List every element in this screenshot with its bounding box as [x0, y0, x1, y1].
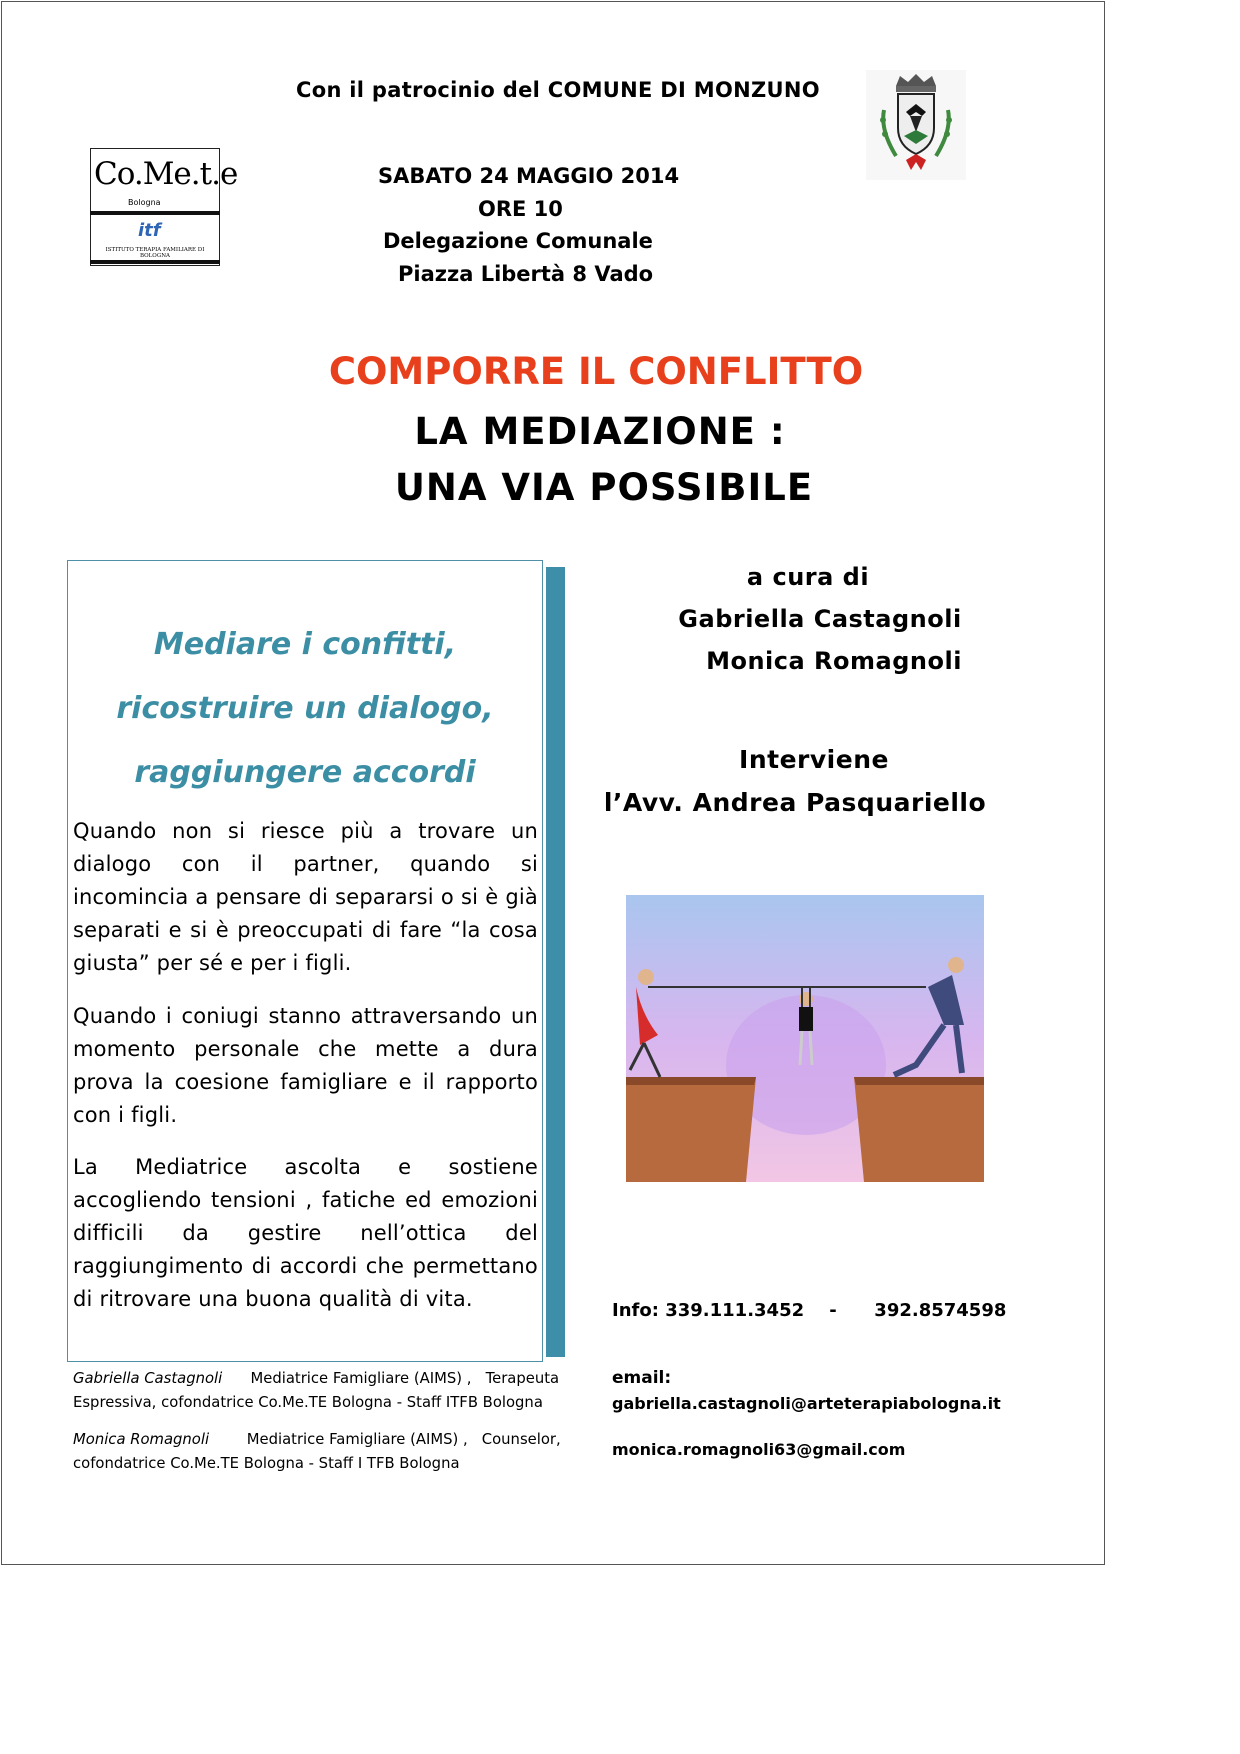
phone-2: 392.8574598	[874, 1300, 1007, 1321]
paragraph-3: La Mediatrice ascolta e sostiene accogliendo tensioni , fatiche ed emozioni difficili da gestire nell’ottica del raggiungimento di accordi che permettano di ritrovare una buona qualità di vita.	[73, 1155, 538, 1311]
event-date: SABATO 24 MAGGIO 2014	[378, 164, 680, 188]
comete-logo-city: Bologna	[128, 198, 161, 207]
itf-logo-icon: itf	[138, 220, 161, 241]
paragraph-2: Quando i coniugi stanno attraversando un momento personale che mette a dura prova la coesione famigliare e il rapporto con i figli.	[73, 1004, 538, 1127]
curators-intro: a cura di	[746, 563, 870, 591]
email-label: email:	[612, 1368, 672, 1388]
event-venue: Delegazione Comunale	[383, 229, 653, 253]
quote-line-2: ricostruire un dialogo,	[116, 691, 494, 726]
patronage-line: Con il patrocinio del COMUNE DI MONZUNO	[296, 78, 820, 102]
quote-line-3: raggiungere accordi	[134, 755, 476, 790]
event-details	[330, 160, 679, 290]
event-address: Piazza Libertà 8 Vado	[398, 261, 654, 286]
bio-2-name: Monica Romagnoli	[73, 1431, 210, 1448]
paragraph-1: Quando non si riesce più a trovare un dialogo con il partner, quando si incomincia a pensare di separarsi o si è già separati e si è preoccupati di fare “la cosa giusta” per sé e per i figli.	[73, 819, 538, 975]
email-link-2[interactable]: monica.romagnoli63@gmail.com	[612, 1440, 906, 1459]
bio-1-name: Gabriella Castagnoli	[73, 1370, 223, 1387]
comete-logo	[90, 148, 238, 266]
accent-bar	[546, 567, 565, 1357]
title-line-3: UNA VIA POSSIBILE	[394, 466, 814, 509]
quote-line-1: Mediare i confitti,	[153, 627, 457, 662]
title-main: COMPORRE IL CONFLITTO	[328, 350, 864, 393]
curators-block	[580, 556, 1060, 682]
bio-2: Monica Romagnoli Mediatrice Famigliare (AIMS) , Counselor, cofondatrice Co.Me.TE Bologna - Staff I TFB Bologna	[73, 1431, 561, 1472]
phone-1: 339.111.3452	[665, 1300, 805, 1321]
tug-of-war-illustration	[626, 895, 984, 1182]
comete-logo-text: Co.Me.t.e	[94, 156, 238, 192]
curator-name-2: Monica Romagnoli	[706, 647, 962, 675]
title-line-2: LA MEDIAZIONE :	[414, 410, 786, 453]
speaker-block	[570, 738, 1020, 824]
curator-name-1: Gabriella Castagnoli	[678, 605, 962, 633]
email-link-1[interactable]: gabriella.castagnoli@arteterapiabologna.it	[612, 1394, 1001, 1413]
municipal-crest-icon	[866, 70, 966, 180]
speaker-name: l’Avv. Andrea Pasquariello	[603, 788, 987, 817]
itf-institute-name: ISTITUTO TERAPIA FAMILIARE DI BOLOGNA	[105, 247, 205, 259]
event-time: ORE 10	[478, 196, 563, 221]
speaker-intro: Interviene	[739, 745, 889, 774]
info-line: Info: 339.111.3452 - 392.8574598	[612, 1300, 1007, 1321]
bio-1: Gabriella Castagnoli Mediatrice Famigliare (AIMS) , Terapeuta Espressiva, cofondatrice Co.Me.TE Bologna - Staff ITFB Bologna	[73, 1370, 560, 1411]
